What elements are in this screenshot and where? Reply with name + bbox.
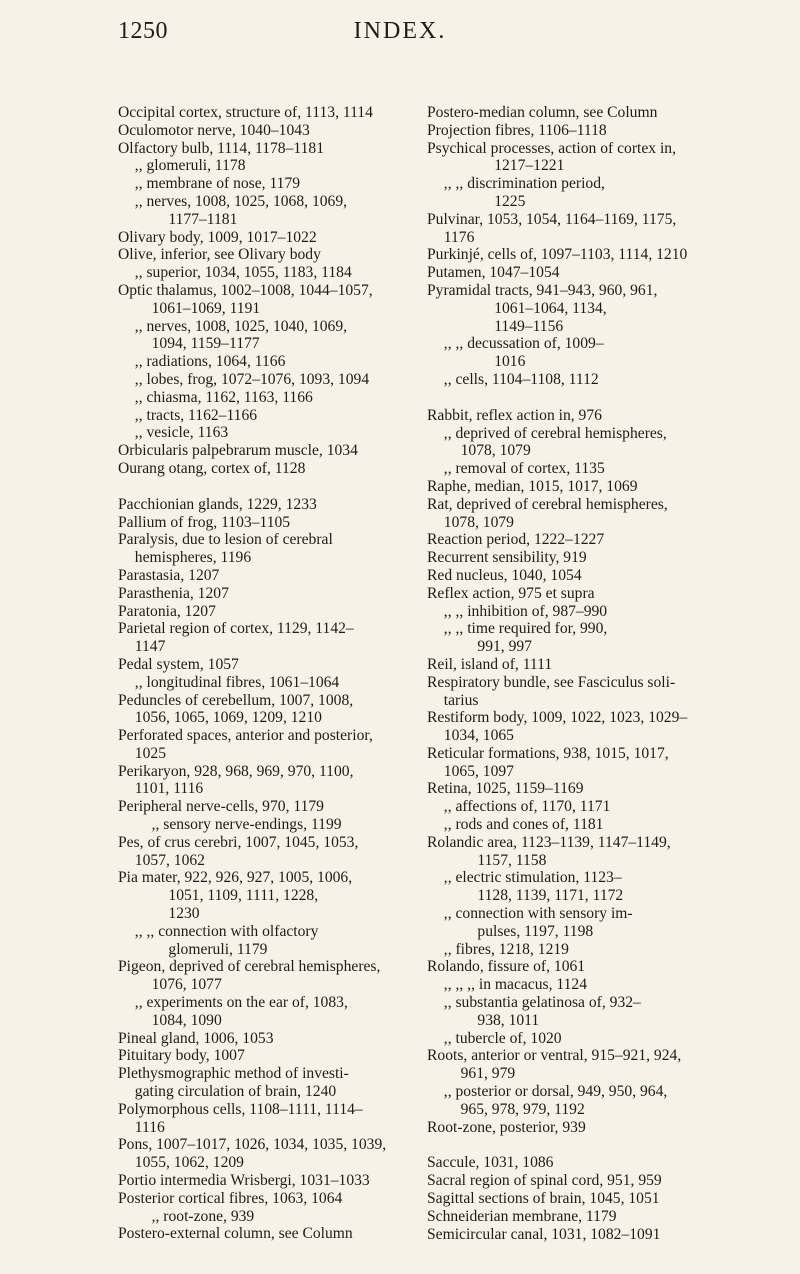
index-line: 1034, 1065	[443, 727, 514, 745]
index-line: 1078, 1079	[443, 513, 514, 531]
index-line: Pedal system, 1057	[118, 655, 239, 673]
index-line: 1078, 1079	[460, 442, 531, 460]
index-line: 1056, 1065, 1069, 1209, 1210	[134, 709, 322, 727]
index-line: Pineal gland, 1006, 1053	[118, 1029, 274, 1047]
index-line: ,, connection with sensory im-	[443, 905, 633, 923]
index-line: 1065, 1097	[443, 762, 514, 780]
index-line: 1016	[494, 353, 526, 371]
index-line: Pacchionian glands, 1229, 1233	[118, 495, 317, 513]
index-line: 1128, 1139, 1171, 1172	[477, 887, 624, 905]
index-line: Sacral region of spinal cord, 951, 959	[427, 1172, 662, 1190]
index-line: Postero-external column, see Column	[118, 1225, 353, 1243]
index-line: ,, ,, discrimination period,	[443, 175, 605, 193]
index-line: glomeruli, 1179	[168, 940, 268, 958]
index-line: Reil, island of, 1111	[427, 655, 553, 673]
index-line: Red nucleus, 1040, 1054	[427, 566, 582, 584]
index-line: Rat, deprived of cerebral hemispheres,	[427, 495, 668, 513]
index-line: 1051, 1109, 1111, 1228,	[168, 887, 319, 905]
index-line: Pes, of crus cerebri, 1007, 1045, 1053,	[118, 833, 359, 851]
index-line: 1025	[134, 744, 166, 762]
index-line: Pyramidal tracts, 941–943, 960, 961,	[427, 281, 658, 299]
index-line: ,, posterior or dorsal, 949, 950, 964,	[443, 1083, 668, 1101]
page-number: 1250	[118, 18, 168, 44]
index-line: ,, ,, inhibition of, 987–990	[443, 602, 608, 620]
index-line: Rolandic area, 1123–1139, 1147–1149,	[427, 833, 671, 851]
index-line: ,, superior, 1034, 1055, 1183, 1184	[134, 264, 352, 282]
index-line: ,, sensory nerve-endings, 1199	[151, 816, 342, 834]
index-line: pulses, 1197, 1198	[477, 922, 594, 940]
index-line: ,, membrane of nose, 1179	[134, 175, 301, 193]
index-line: 1116	[134, 1118, 165, 1136]
index-line: Perforated spaces, anterior and posterior,	[118, 727, 373, 745]
index-line: Semicircular canal, 1031, 1082–1091	[427, 1225, 661, 1243]
index-line: Root-zone, posterior, 939	[427, 1118, 586, 1136]
index-line: ,, fibres, 1218, 1219	[443, 940, 569, 958]
index-line: ,, ,, ,, in macacus, 1124	[443, 976, 587, 994]
index-line: Occipital cortex, structure of, 1113, 1114	[118, 104, 373, 121]
index-line: Perikaryon, 928, 968, 969, 970, 1100,	[118, 762, 354, 780]
index-line: Peripheral nerve-cells, 970, 1179	[118, 798, 324, 816]
running-head: INDEX.	[353, 18, 447, 44]
index-line: ,, ,, decussation of, 1009–	[443, 335, 604, 353]
index-line: Oculomotor nerve, 1040–1043	[118, 121, 310, 139]
index-line: 1101, 1116	[134, 780, 204, 798]
index-line: 1149–1156	[494, 317, 564, 335]
index-line: ,, tracts, 1162–1166	[134, 406, 258, 424]
section-gap	[427, 1136, 757, 1154]
index-line: 1055, 1062, 1209	[134, 1154, 244, 1172]
index-line: 1147	[134, 638, 166, 656]
index-line: Psychical processes, action of cortex in,	[427, 139, 676, 157]
index-line: Portio intermedia Wrisbergi, 1031–1033	[118, 1172, 370, 1190]
index-line: 961, 979	[460, 1065, 516, 1083]
index-line: 1217–1221	[494, 157, 565, 175]
index-line: Parasthenia, 1207	[118, 584, 229, 602]
index-line: ,, removal of cortex, 1135	[443, 460, 605, 478]
index-line: 1057, 1062	[134, 851, 205, 869]
index-line: ,, nerves, 1008, 1025, 1068, 1069,	[134, 192, 348, 210]
index-line: 965, 978, 979, 1192	[460, 1100, 585, 1118]
index-line: Raphe, median, 1015, 1017, 1069	[427, 477, 638, 495]
index-line: Reaction period, 1222–1227	[427, 531, 605, 549]
index-line: ,, glomeruli, 1178	[134, 157, 246, 175]
index-line: Schneiderian membrane, 1179	[427, 1207, 617, 1225]
index-line: Rolando, fissure of, 1061	[427, 958, 586, 976]
index-line: ,, vesicle, 1163	[134, 424, 229, 442]
index-line: ,, deprived of cerebral hemispheres,	[443, 424, 667, 442]
index-line: ,, tubercle of, 1020	[443, 1029, 562, 1047]
index-line: Projection fibres, 1106–1118	[427, 121, 607, 139]
index-line: ,, radiations, 1064, 1166	[134, 353, 286, 371]
index-line: ,, affections of, 1170, 1171	[443, 798, 611, 816]
index-line: Roots, anterior or ventral, 915–921, 924,	[427, 1047, 682, 1065]
index-line: Olfactory bulb, 1114, 1178–1181	[118, 139, 325, 157]
index-line: Pallium of frog, 1103–1105	[118, 513, 291, 531]
index-line: ,, experiments on the ear of, 1083,	[134, 994, 348, 1012]
index-line: Paratonia, 1207	[118, 602, 216, 620]
index-line: ,, electric stimulation, 1123–	[443, 869, 622, 887]
section-gap	[118, 478, 448, 496]
index-line: 1225	[494, 192, 526, 210]
index-line: 1076, 1077	[151, 976, 222, 994]
index-line: Respiratory bundle, see Fasciculus soli-	[427, 673, 676, 691]
index-line: ,, nerves, 1008, 1025, 1040, 1069,	[134, 317, 348, 335]
index-line: Ourang otang, cortex of, 1128	[118, 459, 306, 477]
index-line: Rabbit, reflex action in, 976	[427, 406, 602, 424]
index-line: Postero-median column, see Column	[427, 104, 658, 121]
index-line: Posterior cortical fibres, 1063, 1064	[118, 1189, 343, 1207]
index-line: ,, ,, connection with olfactory	[134, 922, 319, 940]
index-line: 938, 1011	[477, 1011, 540, 1029]
index-column-right	[427, 104, 757, 1243]
page-header	[0, 18, 800, 54]
index-line: ,, cells, 1104–1108, 1112	[443, 370, 599, 388]
index-line: gating circulation of brain, 1240	[134, 1083, 337, 1101]
index-line: Paralysis, due to lesion of cerebral	[118, 531, 333, 549]
index-line: 1094, 1159–1177	[151, 335, 260, 353]
index-line: ,, rods and cones of, 1181	[443, 816, 604, 834]
index-line: ,, substantia gelatinosa of, 932–	[443, 994, 641, 1012]
index-line: Pigeon, deprived of cerebral hemispheres,	[118, 958, 381, 976]
index-line: 1157, 1158	[477, 851, 547, 869]
index-line: ,, lobes, frog, 1072–1076, 1093, 1094	[134, 370, 370, 388]
index-line: 1061–1064, 1134,	[494, 299, 607, 317]
index-line: 1177–1181	[168, 210, 238, 228]
index-line: ,, root-zone, 939	[151, 1207, 255, 1225]
index-line: 1061–1069, 1191	[151, 299, 261, 317]
index-line: 1176	[443, 228, 475, 246]
index-line: Restiform body, 1009, 1022, 1023, 1029–	[427, 709, 688, 727]
index-line: Putamen, 1047–1054	[427, 264, 560, 282]
index-line: 991, 997	[477, 638, 532, 656]
index-line: Pia mater, 922, 926, 927, 1005, 1006,	[118, 869, 353, 887]
index-line: Pulvinar, 1053, 1054, 1164–1169, 1175,	[427, 210, 677, 228]
index-line: 1230	[168, 905, 200, 923]
index-line: Pituitary body, 1007	[118, 1047, 245, 1065]
section-gap	[427, 389, 757, 407]
index-line: Saccule, 1031, 1086	[427, 1154, 554, 1172]
index-line: ,, ,, time required for, 990,	[443, 620, 608, 638]
index-line: Plethysmographic method of investi-	[118, 1065, 349, 1083]
index-line: Recurrent sensibility, 919	[427, 549, 587, 567]
index-line: Parastasia, 1207	[118, 566, 220, 584]
index-line: Olive, inferior, see Olivary body	[118, 246, 321, 264]
index-line: Peduncles of cerebellum, 1007, 1008,	[118, 691, 354, 709]
index-line: Reflex action, 975 et supra	[427, 584, 595, 602]
index-line: 1084, 1090	[151, 1011, 222, 1029]
index-line: Reticular formations, 938, 1015, 1017,	[427, 744, 669, 762]
index-line: Orbicularis palpebrarum muscle, 1034	[118, 442, 358, 460]
index-line: ,, chiasma, 1162, 1163, 1166	[134, 388, 313, 406]
index-line: Sagittal sections of brain, 1045, 1051	[427, 1190, 660, 1208]
index-line: Retina, 1025, 1159–1169	[427, 780, 584, 798]
index-line: ,, longitudinal fibres, 1061–1064	[134, 673, 340, 691]
index-column-left	[118, 104, 448, 1243]
index-line: hemispheres, 1196	[134, 549, 252, 567]
index-line: tarius	[443, 691, 479, 709]
index-line: Olivary body, 1009, 1017–1022	[118, 228, 317, 246]
index-line: Optic thalamus, 1002–1008, 1044–1057,	[118, 281, 373, 299]
index-line: Polymorphous cells, 1108–1111, 1114–	[118, 1100, 363, 1118]
index-line: Pons, 1007–1017, 1026, 1034, 1035, 1039,	[118, 1136, 387, 1154]
index-line: Parietal region of cortex, 1129, 1142–	[118, 620, 354, 638]
index-line: Purkinjé, cells of, 1097–1103, 1114, 1210	[427, 246, 688, 264]
